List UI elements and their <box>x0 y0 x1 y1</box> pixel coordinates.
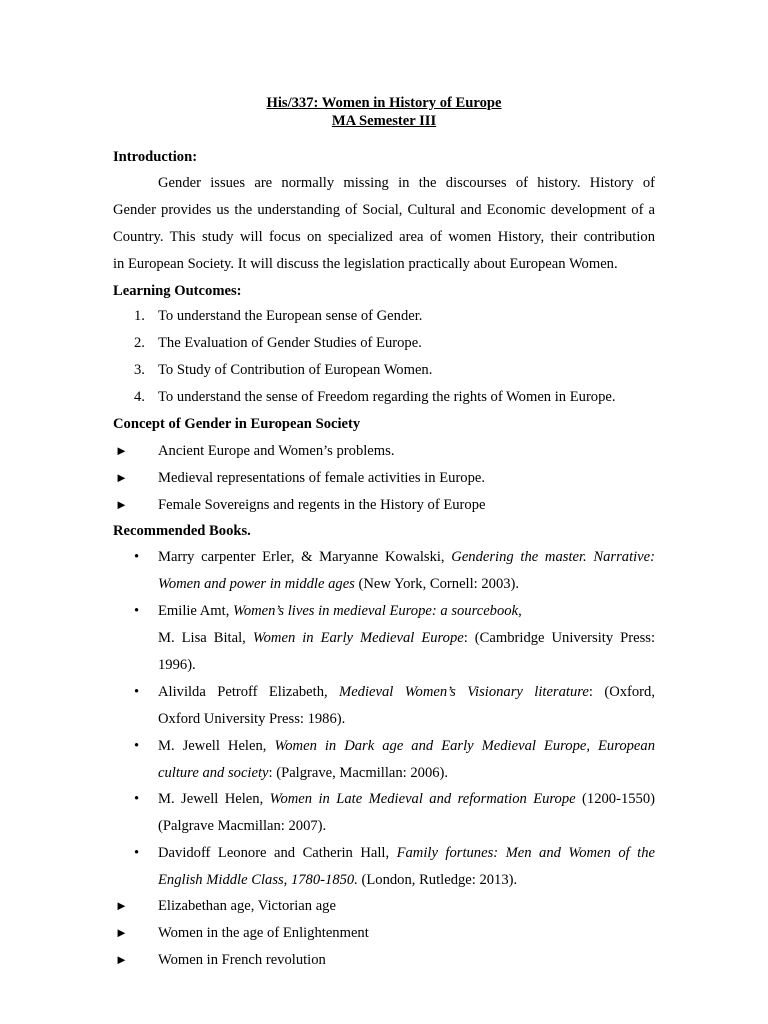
bullet-icon: • <box>134 684 140 700</box>
book-author: Emilie Amt, <box>158 603 230 619</box>
introduction-heading: Introduction: <box>113 149 198 165</box>
arrow-bullet-icon: ► <box>115 898 128 913</box>
arrow-bullet-icon: ► <box>115 497 128 512</box>
bullet-icon: • <box>134 791 140 807</box>
list-item: Elizabethan age, Victorian age <box>158 898 336 914</box>
book-title: Women’s lives in medieval Europe: a sourcebook <box>233 603 519 619</box>
book-entry-line <box>158 871 517 889</box>
book-publisher: (New York, Cornell: 2003). <box>358 576 520 592</box>
book-entry-line <box>158 737 655 755</box>
book-publisher: : (Oxford, <box>588 684 655 700</box>
list-item: Women in the age of Enlightenment <box>158 925 369 941</box>
book-author: M. Lisa Bital, <box>158 630 246 646</box>
book-entry-line <box>158 629 655 647</box>
book-publisher: : (Cambridge University Press: <box>463 630 656 646</box>
book-punctuation: , <box>518 603 522 619</box>
arrow-bullet-icon: ► <box>115 952 128 967</box>
concept-heading: Concept of Gender in European Society <box>113 416 361 432</box>
book-publisher-year: 1996). <box>158 657 196 673</box>
list-item: Medieval representations of female activities in Europe. <box>158 470 486 486</box>
arrow-bullet-icon: ► <box>115 925 128 940</box>
book-title: Gendering the master. Narrative: <box>451 549 655 565</box>
book-entry-line <box>158 548 655 566</box>
book-author: M. Jewell Helen, <box>158 791 264 807</box>
list-number: 4. <box>134 389 145 405</box>
book-years: (1200-1550) <box>582 791 656 807</box>
list-number: 1. <box>134 308 145 324</box>
list-item: To Study of Contribution of European Women. <box>158 362 433 378</box>
intro-line-4: in European Society. It will discuss the legislation practically about European Women. <box>113 256 618 272</box>
arrow-bullet-icon: ► <box>115 443 128 458</box>
list-number: 3. <box>134 362 145 378</box>
book-title: Women in Dark age and Early Medieval Europe, European <box>274 738 656 754</box>
book-title: Women and power in middle ages <box>158 576 355 592</box>
book-entry-line <box>158 602 522 620</box>
learning-outcomes-heading: Learning Outcomes: <box>113 283 242 299</box>
book-author: Marry carpenter Erler, & Maryanne Kowalski, <box>158 549 445 565</box>
book-author: Davidoff Leonore and Catherin Hall, <box>158 845 390 861</box>
book-publisher-year: Oxford University Press: 1986). <box>158 711 346 727</box>
bullet-icon: • <box>134 549 140 565</box>
book-entry-line <box>158 764 448 782</box>
bullet-icon: • <box>134 738 140 754</box>
book-publisher-year: (Palgrave Macmillan: 2007). <box>158 818 327 834</box>
book-entry-line <box>158 790 655 808</box>
book-title: Family fortunes: Men and Women of the <box>396 845 655 861</box>
book-title: Women in Late Medieval and reformation Europe <box>269 791 576 807</box>
book-title: English Middle Class, 1780-1850. <box>158 872 358 888</box>
book-title: Medieval Women’s Visionary literature <box>339 684 589 700</box>
book-author: Alivilda Petroff Elizabeth, <box>158 684 328 700</box>
list-item: The Evaluation of Gender Studies of Europe. <box>158 335 422 351</box>
book-title: Women in Early Medieval Europe <box>252 630 464 646</box>
book-author: M. Jewell Helen, <box>158 738 267 754</box>
bullet-icon: • <box>134 845 140 861</box>
bullet-icon: • <box>134 603 140 619</box>
list-item: Female Sovereigns and regents in the History of Europe <box>158 497 486 513</box>
intro-line-2: Gender provides us the understanding of Social, Cultural and Economic development of a <box>113 202 655 218</box>
list-number: 2. <box>134 335 145 351</box>
book-entry-line <box>158 683 655 701</box>
course-title: His/337: Women in History of Europe <box>266 95 502 111</box>
book-title: culture and society <box>158 765 269 781</box>
book-entry-line <box>158 575 519 593</box>
intro-line-3: Country. This study will focus on specialized area of women History, their contribution <box>113 229 655 245</box>
list-item: Women in French revolution <box>158 952 326 968</box>
list-item: To understand the European sense of Gender. <box>158 308 423 324</box>
course-semester: MA Semester III <box>331 113 437 129</box>
list-item: Ancient Europe and Women’s problems. <box>158 443 395 459</box>
arrow-bullet-icon: ► <box>115 470 128 485</box>
book-entry-line <box>158 844 655 862</box>
intro-line-1: Gender issues are normally missing in the discourses of history. History of <box>158 175 655 191</box>
list-item: To understand the sense of Freedom regarding the rights of Women in Europe. <box>158 389 616 405</box>
book-publisher: : (Palgrave, Macmillan: 2006). <box>268 765 449 781</box>
book-publisher: (London, Rutledge: 2013). <box>361 872 518 888</box>
recommended-books-heading: Recommended Books. <box>113 523 251 539</box>
